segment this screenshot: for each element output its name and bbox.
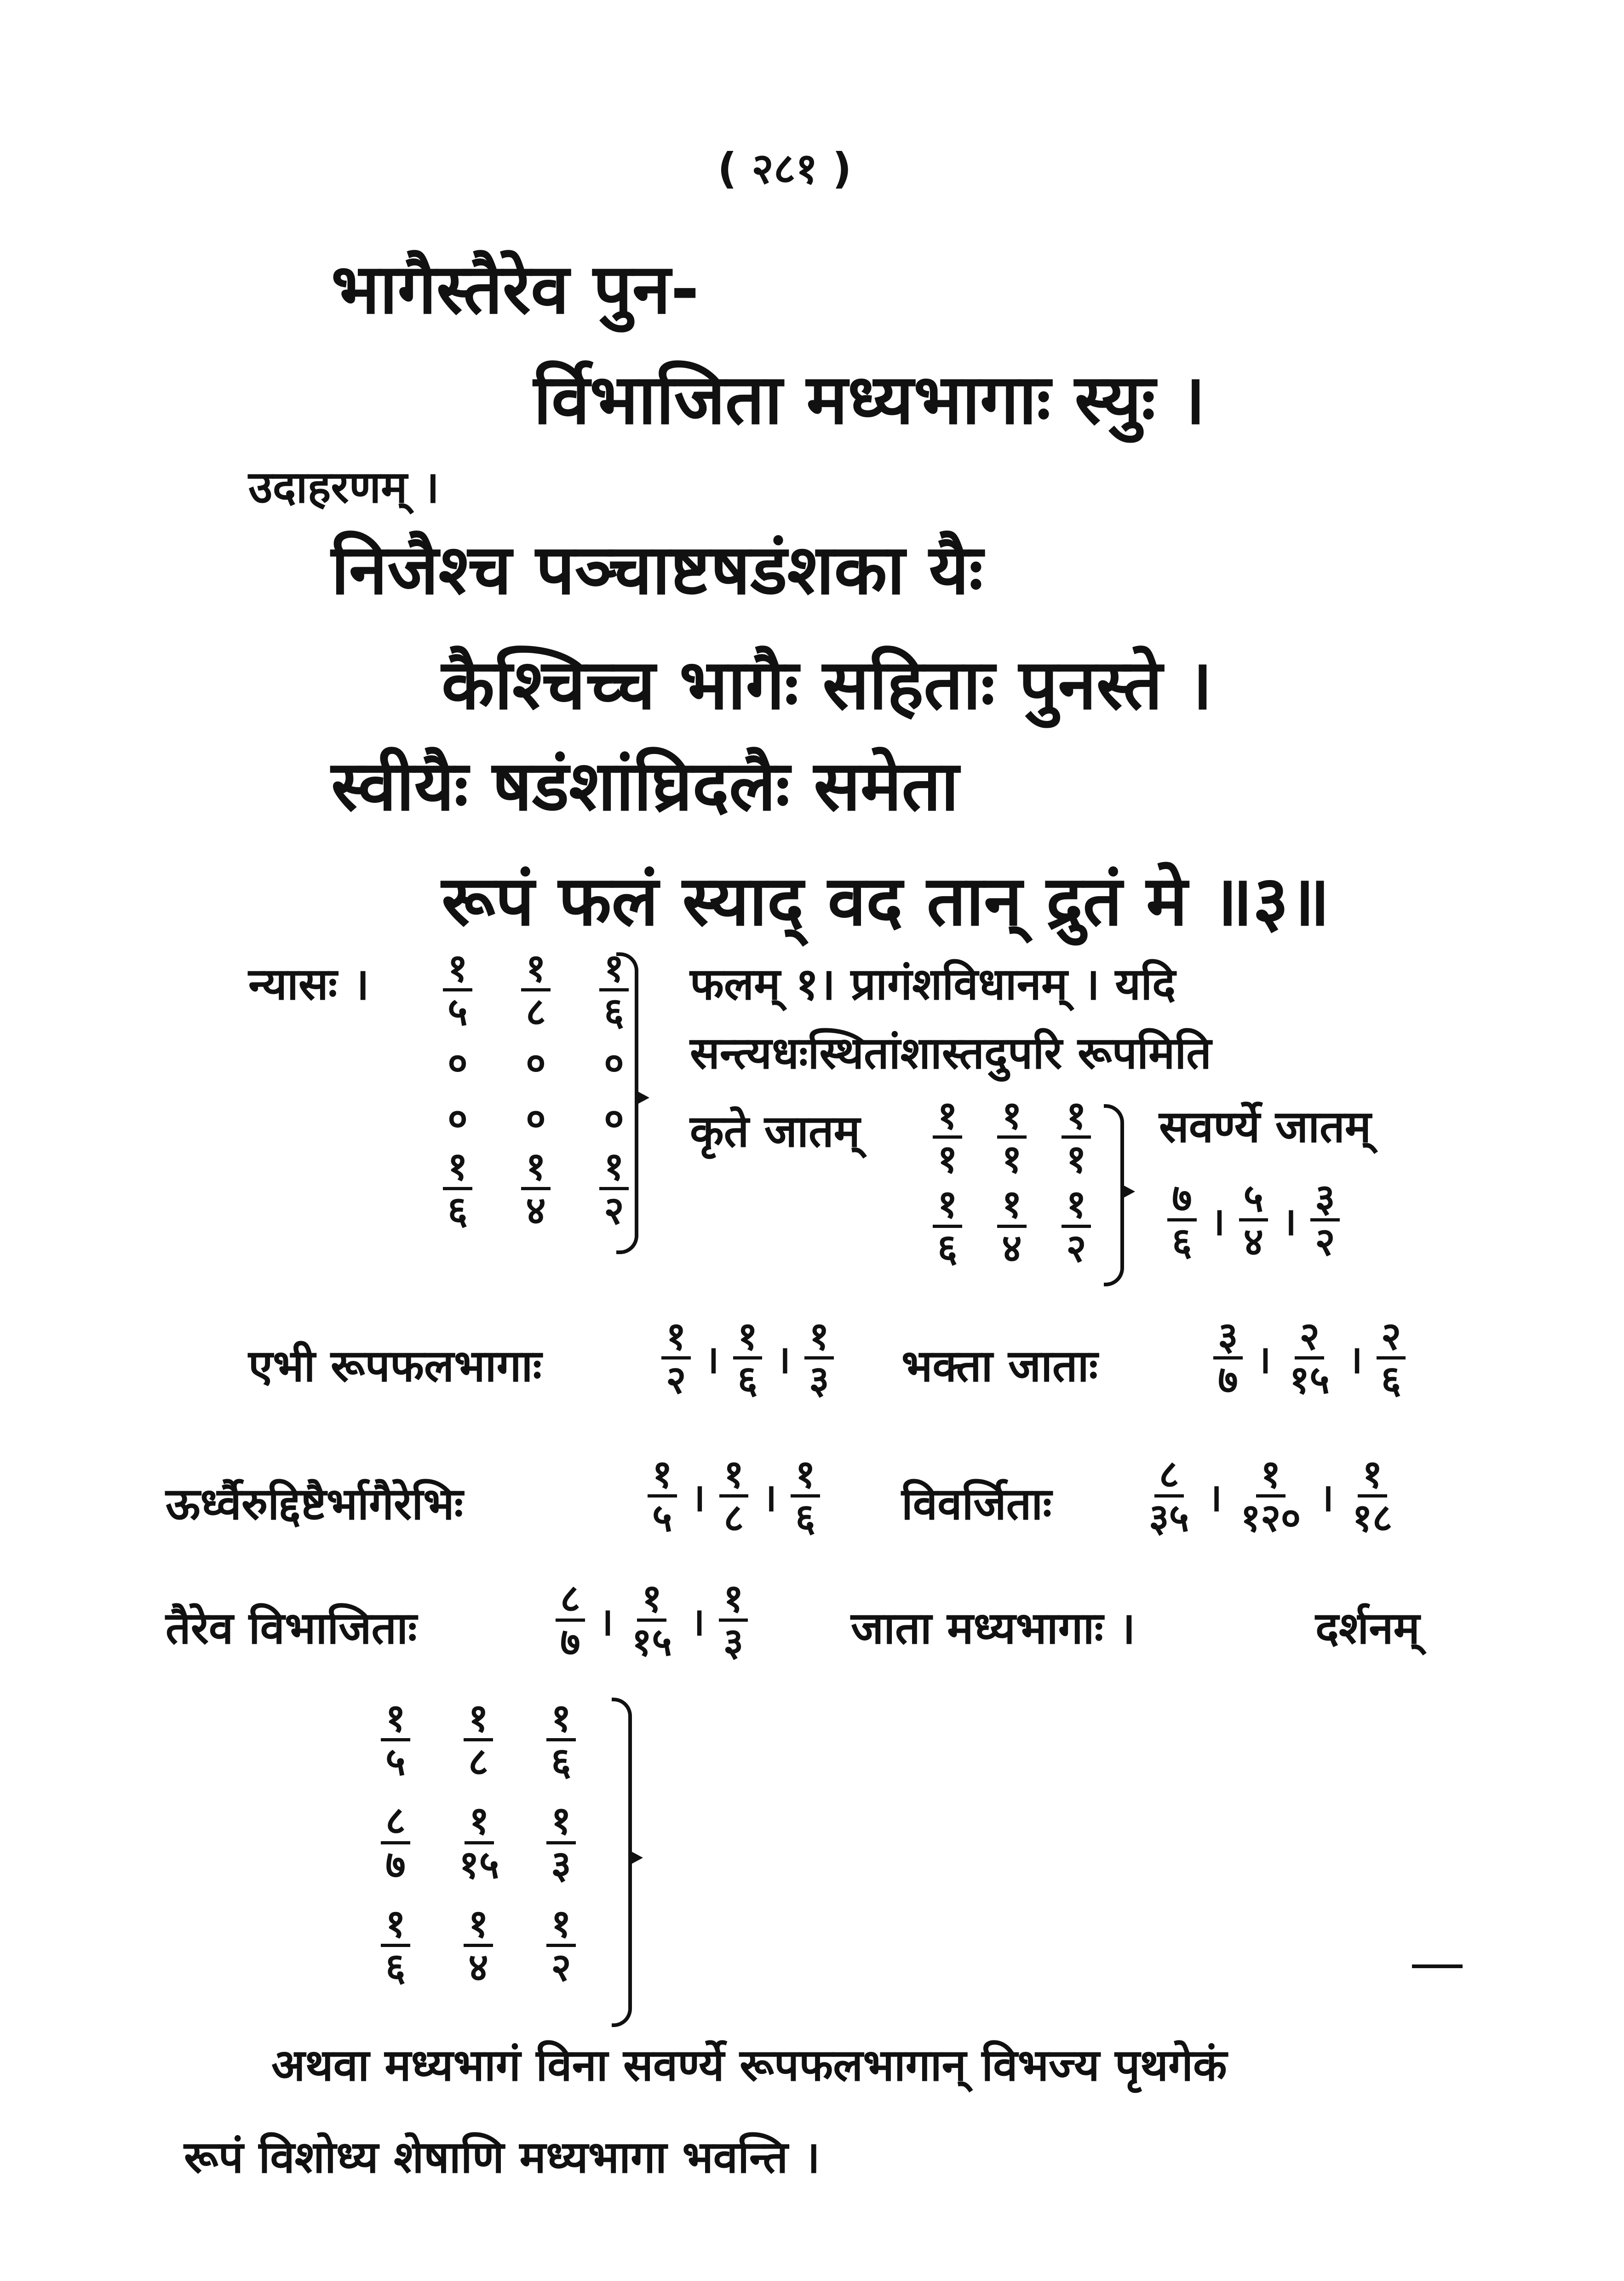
denominator: ६ xyxy=(937,1225,958,1271)
darshana-cell xyxy=(363,1695,428,1785)
numerator: १ xyxy=(1256,1454,1285,1498)
nyasa-label: न्यासः । xyxy=(248,958,369,1010)
danda: । xyxy=(690,1475,706,1521)
kute-brace-point xyxy=(1123,1185,1135,1198)
denominator: ६ xyxy=(1172,1219,1192,1265)
denominator: ८ xyxy=(468,1739,488,1785)
numerator: २ xyxy=(1377,1316,1406,1359)
denominator: ४ xyxy=(1002,1225,1022,1271)
danda: । xyxy=(1207,1475,1222,1521)
fraction xyxy=(661,1313,691,1403)
numerator: २ xyxy=(1295,1316,1324,1359)
darshana-cell xyxy=(446,1798,511,1887)
numerator: १ xyxy=(933,1095,962,1139)
numerator: १ xyxy=(546,1800,576,1844)
nyasa-text-3: कृते जातम् xyxy=(690,1106,861,1157)
fraction xyxy=(443,945,472,1035)
kute-jatam-grid xyxy=(924,1093,1099,1271)
savarnya-values xyxy=(1159,1175,1348,1265)
darshana-text: दर्शनम् xyxy=(1315,1602,1420,1654)
numerator: १ xyxy=(443,1146,472,1190)
danda: । xyxy=(762,1475,777,1521)
numerator: १ xyxy=(521,948,551,991)
fraction xyxy=(1062,1181,1091,1271)
nyasa-text-2: सन्त्यधःस्थितांशास्तदुपरि रूपमिति xyxy=(690,1027,1211,1079)
numerator: १ xyxy=(381,1698,410,1741)
danda: । xyxy=(1348,1337,1363,1382)
darshana-cell xyxy=(363,1901,428,1990)
danda: । xyxy=(1256,1337,1271,1382)
numerator: १ xyxy=(443,948,472,991)
nyasa-cell-zero: ० xyxy=(604,1096,624,1141)
denominator: ६ xyxy=(448,1187,468,1233)
denominator: ४ xyxy=(526,1187,546,1233)
fraction xyxy=(733,1313,763,1403)
fraction xyxy=(1310,1175,1340,1265)
fraction xyxy=(521,945,551,1035)
denominator: ८ xyxy=(723,1495,744,1541)
nyasa-brace-point xyxy=(637,1091,649,1104)
varjita-values xyxy=(1136,1452,1405,1541)
fraction xyxy=(648,1452,677,1541)
denominator: ५ xyxy=(385,1739,406,1785)
fraction xyxy=(381,1798,410,1887)
fraction xyxy=(1144,1452,1194,1541)
fraction xyxy=(381,1695,410,1785)
kute-brace xyxy=(1104,1104,1124,1286)
varjita-label: विवर्जिताः xyxy=(901,1478,1052,1530)
fraction xyxy=(1377,1313,1406,1403)
ebhi-values xyxy=(653,1313,842,1403)
verse-top-line-2: र्विभाजिता मध्यभागाः स्युः । xyxy=(534,360,1206,440)
numerator: ७ xyxy=(1167,1178,1197,1221)
numerator: १ xyxy=(381,1903,410,1947)
fraction xyxy=(381,1901,410,1990)
numerator: १ xyxy=(546,1698,576,1741)
darshana-cell xyxy=(363,1798,428,1887)
nyasa-text-1: फलम् १। प्रागंशविधानम् । यदि xyxy=(690,958,1176,1010)
denominator: १५ xyxy=(459,1842,499,1887)
urdhva-label: ऊर्ध्वैरुद्दिष्टैर्भागैरेभिः xyxy=(166,1478,464,1530)
denominator: ३ xyxy=(551,1842,571,1887)
denominator: १ xyxy=(1002,1136,1022,1182)
bhakta-values xyxy=(1205,1313,1414,1403)
denominator: १ xyxy=(937,1136,958,1182)
darshana-grid xyxy=(363,1695,593,1990)
fraction xyxy=(997,1181,1027,1271)
denominator: १८ xyxy=(1352,1495,1393,1541)
fraction xyxy=(933,1093,962,1182)
nyasa-cell xyxy=(511,945,561,1035)
numerator: ३ xyxy=(1310,1178,1340,1221)
nyasa-cell xyxy=(432,945,483,1035)
fraction xyxy=(719,1576,748,1665)
nyasa-grid xyxy=(432,945,639,1233)
fraction xyxy=(1236,1452,1305,1541)
denominator: ८ xyxy=(526,989,546,1035)
nyasa-cell-zero: ० xyxy=(448,1040,468,1086)
nyasa-cell-zero: ० xyxy=(526,1040,546,1086)
denominator: ४ xyxy=(468,1944,488,1990)
fraction xyxy=(521,1144,551,1233)
nyasa-cell-zero: ० xyxy=(448,1096,468,1141)
denominator: १५ xyxy=(1289,1357,1330,1403)
fraction xyxy=(997,1093,1027,1182)
numerator: १ xyxy=(733,1316,763,1359)
ebhi-label: एभी रूपफलभागाः xyxy=(248,1340,542,1392)
darshana-brace-point xyxy=(631,1851,643,1864)
numerator: १ xyxy=(546,1903,576,1947)
margin-dash xyxy=(1412,1964,1463,1968)
kute-cell xyxy=(924,1093,970,1182)
taireva-label: तैरेव विभाजिताः xyxy=(166,1602,417,1654)
taireva-values xyxy=(547,1576,756,1665)
darshana-cell xyxy=(446,1695,511,1785)
fraction xyxy=(1348,1452,1397,1541)
denominator: २ xyxy=(1066,1225,1086,1271)
numerator: १ xyxy=(599,1146,629,1190)
fraction xyxy=(804,1313,834,1403)
numerator: ५ xyxy=(1239,1178,1268,1221)
numerator: १ xyxy=(719,1454,749,1498)
savarnya-label: सवर्ण्ये जातम् xyxy=(1159,1101,1372,1152)
kute-cell xyxy=(1053,1093,1099,1182)
nyasa-brace xyxy=(616,952,638,1254)
numerator: ८ xyxy=(1154,1454,1184,1498)
denominator: ६ xyxy=(1381,1357,1401,1403)
numerator: १ xyxy=(661,1316,691,1359)
numerator: १ xyxy=(464,1903,493,1947)
nyasa-cell-zero: ० xyxy=(526,1096,546,1141)
denominator: ७ xyxy=(385,1842,406,1887)
denominator: ३५ xyxy=(1149,1495,1189,1541)
darshana-brace xyxy=(612,1698,632,2027)
verse-line-3: स्वीयैः षडंशांघ्रिदलैः समेता xyxy=(331,746,959,826)
page-number: ( २८१ ) xyxy=(717,144,852,193)
denominator: १२० xyxy=(1240,1495,1301,1541)
fraction xyxy=(556,1576,585,1665)
numerator: ८ xyxy=(556,1578,585,1622)
closing-line-1: अथवा मध्यभागं विना सवर्ण्ये रूपफलभागान् विभज्य पृथगेकं xyxy=(271,2039,1227,2091)
fraction xyxy=(454,1798,504,1887)
numerator: १ xyxy=(464,1698,493,1741)
fraction xyxy=(546,1901,576,1990)
bhakta-label: भक्ता जाताः xyxy=(901,1340,1098,1392)
numerator: १ xyxy=(804,1316,834,1359)
fraction xyxy=(546,1798,576,1887)
danda: । xyxy=(598,1599,614,1645)
numerator: १ xyxy=(791,1454,820,1498)
numerator: ३ xyxy=(1213,1316,1243,1359)
fraction xyxy=(1285,1313,1334,1403)
jata-text: जाता मध्यभागाः । xyxy=(851,1602,1136,1654)
darshana-cell xyxy=(446,1901,511,1990)
numerator: १ xyxy=(1062,1095,1091,1139)
denominator: ३ xyxy=(723,1619,744,1665)
urdhva-values xyxy=(639,1452,828,1541)
kute-cell xyxy=(989,1093,1035,1182)
verse-line-2: कैश्चिच्च भागैः सहिताः पुनस्ते । xyxy=(442,645,1213,725)
fraction xyxy=(1062,1093,1091,1182)
denominator: ७ xyxy=(1218,1357,1238,1403)
denominator: ६ xyxy=(795,1495,815,1541)
fraction xyxy=(627,1576,677,1665)
denominator: ७ xyxy=(560,1619,580,1665)
numerator: १ xyxy=(1062,1184,1091,1227)
denominator: ६ xyxy=(737,1357,758,1403)
danda: । xyxy=(1319,1475,1334,1521)
verse-line-4: रूपं फलं स्याद् वद तान् द्रुतं मे ॥३॥ xyxy=(442,861,1330,941)
fraction xyxy=(1213,1313,1243,1403)
numerator: ८ xyxy=(381,1800,410,1844)
nyasa-cell xyxy=(432,1144,483,1233)
danda: । xyxy=(690,1599,705,1645)
danda: । xyxy=(776,1337,791,1382)
denominator: ६ xyxy=(551,1739,571,1785)
darshana-cell xyxy=(529,1901,593,1990)
fraction xyxy=(791,1452,820,1541)
numerator: १ xyxy=(997,1095,1027,1139)
numerator: १ xyxy=(648,1454,677,1498)
denominator: २ xyxy=(551,1944,571,1990)
darshana-cell xyxy=(529,1798,593,1887)
kute-cell xyxy=(989,1181,1035,1271)
nyasa-cell-zero: ० xyxy=(604,1040,624,1086)
example-heading: उदाहरणम् । xyxy=(248,461,440,513)
fraction xyxy=(719,1452,749,1541)
fraction xyxy=(546,1695,576,1785)
closing-line-2: रूपं विशोध्य शेषाणि मध्यभागा भवन्ति । xyxy=(184,2131,821,2183)
numerator: १ xyxy=(637,1578,666,1622)
fraction xyxy=(1167,1175,1197,1265)
denominator: ५ xyxy=(652,1495,672,1541)
danda: । xyxy=(704,1337,719,1382)
denominator: १५ xyxy=(631,1619,672,1665)
nyasa-cell xyxy=(511,1144,561,1233)
denominator: २ xyxy=(666,1357,686,1403)
danda: । xyxy=(1210,1199,1225,1244)
verse-line-1: निजैश्च पञ्चाष्टषडंशका यैः xyxy=(331,530,983,610)
denominator: ५ xyxy=(448,989,468,1035)
fraction xyxy=(443,1144,472,1233)
numerator: १ xyxy=(599,948,629,991)
kute-cell xyxy=(924,1181,970,1271)
denominator: ३ xyxy=(809,1357,829,1403)
danda: । xyxy=(1282,1199,1297,1244)
darshana-cell xyxy=(529,1695,593,1785)
fraction xyxy=(1239,1175,1268,1265)
numerator: १ xyxy=(933,1184,962,1227)
denominator: ६ xyxy=(385,1944,406,1990)
denominator: १ xyxy=(1066,1136,1086,1182)
denominator: ४ xyxy=(1243,1219,1264,1265)
verse-top-line-1: भागैस्तैरेव पुन- xyxy=(331,249,700,329)
numerator: १ xyxy=(719,1578,748,1622)
fraction xyxy=(464,1901,493,1990)
numerator: १ xyxy=(465,1800,494,1844)
denominator: २ xyxy=(604,1187,624,1233)
fraction xyxy=(933,1181,962,1271)
denominator: ६ xyxy=(604,989,624,1035)
fraction xyxy=(464,1695,493,1785)
numerator: १ xyxy=(1358,1454,1387,1498)
denominator: २ xyxy=(1315,1219,1335,1265)
numerator: १ xyxy=(521,1146,551,1190)
kute-cell xyxy=(1053,1181,1099,1271)
numerator: १ xyxy=(997,1184,1027,1227)
